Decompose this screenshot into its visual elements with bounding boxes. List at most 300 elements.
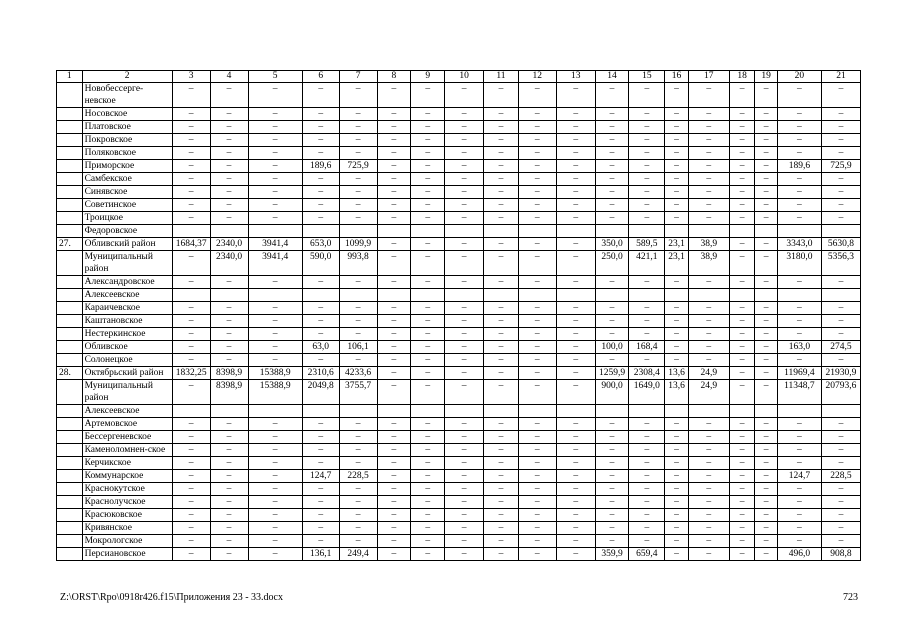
table-cell: –	[445, 380, 484, 405]
row-name: Каменоломнен-ское	[82, 444, 172, 457]
table-cell: –	[248, 121, 302, 134]
table-cell: –	[484, 418, 519, 431]
row-name: Федоровское	[82, 225, 172, 238]
table-cell: –	[821, 328, 860, 341]
table-cell: –	[339, 147, 377, 160]
table-row	[57, 147, 861, 160]
row-name: Поляковское	[82, 147, 172, 160]
table-cell: –	[556, 83, 595, 108]
row-name: Мокрологское	[82, 535, 172, 548]
table-cell: 3755,7	[339, 380, 377, 405]
table-cell: –	[729, 328, 755, 341]
table-cell	[377, 289, 411, 302]
table-cell: –	[755, 315, 778, 328]
table-cell: –	[755, 238, 778, 251]
table-row	[57, 457, 861, 470]
table-cell: –	[484, 496, 519, 509]
table-cell: –	[339, 496, 377, 509]
table-cell: –	[518, 251, 556, 276]
table-cell: –	[518, 134, 556, 147]
table-cell: –	[172, 354, 210, 367]
table-cell: –	[629, 212, 665, 225]
table-cell: –	[484, 548, 519, 561]
table-cell: –	[518, 212, 556, 225]
table-cell: –	[629, 522, 665, 535]
column-header: 17	[688, 71, 729, 83]
table-cell: –	[377, 444, 411, 457]
table-cell: 725,9	[339, 160, 377, 173]
table-cell: –	[377, 548, 411, 561]
table-cell: –	[302, 134, 339, 147]
table-cell: –	[729, 83, 755, 108]
row-number	[57, 548, 83, 561]
table-cell: 24,9	[688, 367, 729, 380]
column-header: 12	[518, 71, 556, 83]
table-cell: –	[248, 302, 302, 315]
table-cell: 168,4	[629, 341, 665, 354]
table-cell: –	[210, 108, 248, 121]
footer-file-path: Z:\ORST\Rpo\0918r426.f15\Приложения 23 - 33.docx	[60, 592, 283, 603]
table-cell: –	[210, 121, 248, 134]
table-cell: –	[411, 367, 445, 380]
table-cell: –	[172, 522, 210, 535]
table-cell: –	[339, 186, 377, 199]
table-cell: –	[248, 496, 302, 509]
column-header: 21	[821, 71, 860, 83]
row-name: Бессергеневское	[82, 431, 172, 444]
table-cell: –	[556, 457, 595, 470]
table-cell: –	[629, 418, 665, 431]
table-cell: –	[248, 457, 302, 470]
table-cell	[729, 289, 755, 302]
table-cell: –	[665, 535, 689, 548]
table-cell: 106,1	[339, 341, 377, 354]
table-cell: –	[411, 173, 445, 186]
table-cell: –	[484, 238, 519, 251]
table-cell: –	[339, 173, 377, 186]
table-cell: –	[484, 173, 519, 186]
table-cell	[302, 289, 339, 302]
table-cell: –	[729, 121, 755, 134]
row-number	[57, 121, 83, 134]
row-number: 28.	[57, 367, 83, 380]
table-cell: –	[210, 134, 248, 147]
table-cell: –	[339, 212, 377, 225]
table-cell: 900,0	[595, 380, 629, 405]
table-cell: –	[556, 444, 595, 457]
table-cell: –	[484, 108, 519, 121]
table-cell: –	[821, 354, 860, 367]
table-cell: –	[411, 483, 445, 496]
table-cell	[445, 225, 484, 238]
table-cell: –	[172, 147, 210, 160]
table-cell: –	[339, 418, 377, 431]
row-number: 27.	[57, 238, 83, 251]
row-number	[57, 444, 83, 457]
table-cell: –	[688, 134, 729, 147]
table-cell	[729, 225, 755, 238]
table-cell	[248, 289, 302, 302]
table-cell: 124,7	[302, 470, 339, 483]
table-cell	[755, 289, 778, 302]
table-cell	[556, 289, 595, 302]
table-cell	[665, 289, 689, 302]
table-cell	[377, 405, 411, 418]
table-cell: –	[339, 431, 377, 444]
table-cell: –	[484, 341, 519, 354]
table-cell: –	[248, 199, 302, 212]
table-cell: –	[377, 354, 411, 367]
table-row	[57, 367, 861, 380]
row-number	[57, 251, 83, 276]
table-cell: –	[688, 444, 729, 457]
table-cell: –	[445, 431, 484, 444]
table-cell: –	[821, 186, 860, 199]
table-cell: –	[445, 457, 484, 470]
table-cell: 13,6	[665, 380, 689, 405]
table-cell: 136,1	[302, 548, 339, 561]
table-cell: –	[556, 315, 595, 328]
table-cell: –	[688, 548, 729, 561]
table-cell: –	[172, 328, 210, 341]
table-cell: –	[755, 444, 778, 457]
table-cell	[595, 405, 629, 418]
table-cell	[302, 405, 339, 418]
table-cell: –	[210, 470, 248, 483]
table-cell: –	[302, 147, 339, 160]
table-cell: –	[755, 328, 778, 341]
table-cell: –	[821, 212, 860, 225]
table-cell: –	[821, 199, 860, 212]
table-cell: –	[595, 418, 629, 431]
table-cell: –	[210, 535, 248, 548]
row-name: Муниципальный район	[82, 251, 172, 276]
table-cell: –	[302, 186, 339, 199]
table-cell: –	[248, 341, 302, 354]
row-number	[57, 341, 83, 354]
table-cell: –	[518, 121, 556, 134]
table-cell: 23,1	[665, 238, 689, 251]
table-cell	[556, 405, 595, 418]
table-cell: –	[484, 276, 519, 289]
table-cell: 4233,6	[339, 367, 377, 380]
table-cell	[629, 225, 665, 238]
table-cell: –	[248, 147, 302, 160]
row-number	[57, 496, 83, 509]
table-cell: –	[595, 444, 629, 457]
table-cell: –	[821, 147, 860, 160]
table-row	[57, 276, 861, 289]
table-cell	[302, 225, 339, 238]
column-header: 1	[57, 71, 83, 83]
table-cell: –	[629, 160, 665, 173]
table-cell: –	[411, 302, 445, 315]
table-cell: –	[821, 431, 860, 444]
footer-page-number: 723	[843, 592, 858, 603]
row-number	[57, 199, 83, 212]
table-cell: –	[411, 108, 445, 121]
table-cell	[172, 289, 210, 302]
table-cell: –	[688, 341, 729, 354]
table-row	[57, 134, 861, 147]
data-table	[56, 70, 861, 561]
table-cell: –	[556, 238, 595, 251]
row-number	[57, 535, 83, 548]
table-cell: –	[210, 83, 248, 108]
row-name: Покровское	[82, 134, 172, 147]
table-cell: –	[248, 134, 302, 147]
table-cell	[377, 225, 411, 238]
table-cell: –	[755, 147, 778, 160]
table-cell: –	[755, 470, 778, 483]
row-name: Керчикское	[82, 457, 172, 470]
row-name: Коммунарское	[82, 470, 172, 483]
row-number	[57, 160, 83, 173]
table-cell: –	[556, 431, 595, 444]
table-cell: –	[729, 418, 755, 431]
table-cell: –	[821, 108, 860, 121]
table-cell: –	[445, 121, 484, 134]
table-cell: –	[172, 457, 210, 470]
table-cell: –	[411, 341, 445, 354]
table-cell: –	[210, 147, 248, 160]
table-cell: 13,6	[665, 367, 689, 380]
table-cell: –	[445, 212, 484, 225]
table-cell	[445, 405, 484, 418]
table-cell: 3343,0	[777, 238, 821, 251]
table-cell: 5630,8	[821, 238, 860, 251]
row-name: Артемовское	[82, 418, 172, 431]
table-cell: –	[518, 509, 556, 522]
table-cell: –	[729, 108, 755, 121]
row-number	[57, 457, 83, 470]
table-row	[57, 302, 861, 315]
table-cell: –	[665, 483, 689, 496]
table-cell: –	[411, 238, 445, 251]
table-cell: –	[248, 418, 302, 431]
table-cell: –	[595, 483, 629, 496]
table-cell: –	[688, 276, 729, 289]
table-cell: –	[755, 83, 778, 108]
table-cell: –	[777, 418, 821, 431]
table-cell: –	[665, 121, 689, 134]
table-cell	[821, 225, 860, 238]
table-cell: –	[484, 535, 519, 548]
row-number	[57, 328, 83, 341]
table-cell: –	[755, 496, 778, 509]
table-cell: –	[729, 238, 755, 251]
table-cell: –	[729, 496, 755, 509]
table-cell: –	[688, 147, 729, 160]
table-cell: –	[302, 83, 339, 108]
table-cell: –	[777, 354, 821, 367]
table-cell: –	[688, 199, 729, 212]
table-cell: –	[688, 418, 729, 431]
table-cell	[411, 225, 445, 238]
table-row	[57, 548, 861, 561]
row-name: Краснолучское	[82, 496, 172, 509]
table-cell: –	[729, 535, 755, 548]
table-row	[57, 121, 861, 134]
table-cell	[595, 289, 629, 302]
table-cell	[518, 225, 556, 238]
table-cell: –	[755, 457, 778, 470]
table-cell: –	[629, 535, 665, 548]
table-cell: –	[629, 186, 665, 199]
table-cell: –	[302, 431, 339, 444]
table-cell: 5356,3	[821, 251, 860, 276]
table-cell: –	[339, 444, 377, 457]
table-cell: 163,0	[777, 341, 821, 354]
table-cell: 421,1	[629, 251, 665, 276]
table-cell: –	[821, 444, 860, 457]
table-cell: –	[377, 509, 411, 522]
row-name: Персиановское	[82, 548, 172, 561]
table-cell: –	[377, 238, 411, 251]
table-cell: –	[777, 276, 821, 289]
table-cell: –	[172, 251, 210, 276]
table-cell: –	[210, 444, 248, 457]
table-cell: –	[210, 457, 248, 470]
row-number	[57, 354, 83, 367]
row-number	[57, 134, 83, 147]
table-cell	[688, 225, 729, 238]
table-cell: –	[339, 83, 377, 108]
table-cell: –	[172, 535, 210, 548]
table-cell: –	[172, 496, 210, 509]
table-cell: 21930,9	[821, 367, 860, 380]
table-cell: –	[688, 160, 729, 173]
row-number	[57, 186, 83, 199]
table-cell: –	[302, 212, 339, 225]
table-cell: –	[518, 457, 556, 470]
table-cell: –	[688, 509, 729, 522]
table-cell: –	[445, 548, 484, 561]
table-cell: –	[821, 173, 860, 186]
table-cell: –	[377, 108, 411, 121]
table-cell: –	[556, 134, 595, 147]
table-cell: –	[556, 302, 595, 315]
table-cell: –	[411, 444, 445, 457]
row-number	[57, 483, 83, 496]
table-cell: –	[629, 431, 665, 444]
row-name: Платовское	[82, 121, 172, 134]
table-cell: –	[777, 147, 821, 160]
row-name: Советинское	[82, 199, 172, 212]
table-cell: –	[595, 535, 629, 548]
table-cell: –	[688, 121, 729, 134]
column-header: 14	[595, 71, 629, 83]
table-cell: –	[518, 367, 556, 380]
table-row	[57, 199, 861, 212]
table-cell: –	[210, 276, 248, 289]
table-cell: –	[777, 444, 821, 457]
row-name: Приморское	[82, 160, 172, 173]
table-cell: –	[821, 483, 860, 496]
table-cell: –	[445, 83, 484, 108]
table-cell: –	[172, 83, 210, 108]
table-cell: 2340,0	[210, 251, 248, 276]
table-cell: –	[729, 341, 755, 354]
table-cell: –	[777, 457, 821, 470]
table-cell: 3941,4	[248, 238, 302, 251]
table-cell: –	[595, 134, 629, 147]
table-cell: –	[172, 483, 210, 496]
row-name: Кривянское	[82, 522, 172, 535]
table-cell: –	[445, 496, 484, 509]
table-cell: 908,8	[821, 548, 860, 561]
table-cell: –	[595, 509, 629, 522]
table-cell: –	[248, 186, 302, 199]
table-cell: –	[729, 186, 755, 199]
table-cell: –	[248, 173, 302, 186]
table-cell: –	[248, 548, 302, 561]
column-header: 5	[248, 71, 302, 83]
column-header: 20	[777, 71, 821, 83]
row-number	[57, 147, 83, 160]
table-cell: –	[484, 444, 519, 457]
table-cell: –	[755, 431, 778, 444]
table-cell: –	[339, 276, 377, 289]
table-cell: –	[518, 380, 556, 405]
table-cell: –	[445, 186, 484, 199]
table-cell: –	[484, 431, 519, 444]
table-cell: –	[302, 483, 339, 496]
table-row	[57, 431, 861, 444]
table-cell: –	[777, 199, 821, 212]
table-cell: –	[665, 457, 689, 470]
table-cell: –	[729, 444, 755, 457]
table-row	[57, 405, 861, 418]
table-cell: –	[377, 457, 411, 470]
table-cell: –	[411, 328, 445, 341]
table-cell: –	[518, 522, 556, 535]
table-cell: –	[377, 276, 411, 289]
table-cell: –	[595, 315, 629, 328]
table-cell: –	[518, 147, 556, 160]
table-cell: –	[729, 354, 755, 367]
table-cell: –	[665, 496, 689, 509]
table-cell: –	[210, 186, 248, 199]
table-cell: –	[377, 147, 411, 160]
table-cell	[210, 225, 248, 238]
table-cell: –	[629, 315, 665, 328]
row-number	[57, 276, 83, 289]
table-cell: –	[248, 160, 302, 173]
table-cell: –	[411, 470, 445, 483]
table-cell: –	[210, 315, 248, 328]
table-row	[57, 483, 861, 496]
table-row	[57, 418, 861, 431]
table-cell: –	[248, 483, 302, 496]
table-cell: –	[302, 121, 339, 134]
table-cell: –	[556, 354, 595, 367]
table-cell: –	[302, 418, 339, 431]
table-cell	[484, 289, 519, 302]
table-cell: –	[595, 470, 629, 483]
table-cell: –	[777, 522, 821, 535]
table-cell: 1832,25	[172, 367, 210, 380]
row-name: Алексеевское	[82, 289, 172, 302]
column-header: 16	[665, 71, 689, 83]
table-cell: –	[377, 431, 411, 444]
table-row	[57, 108, 861, 121]
table-cell: 250,0	[595, 251, 629, 276]
table-cell: –	[210, 431, 248, 444]
table-cell: –	[172, 470, 210, 483]
table-cell: –	[302, 496, 339, 509]
table-cell	[484, 225, 519, 238]
